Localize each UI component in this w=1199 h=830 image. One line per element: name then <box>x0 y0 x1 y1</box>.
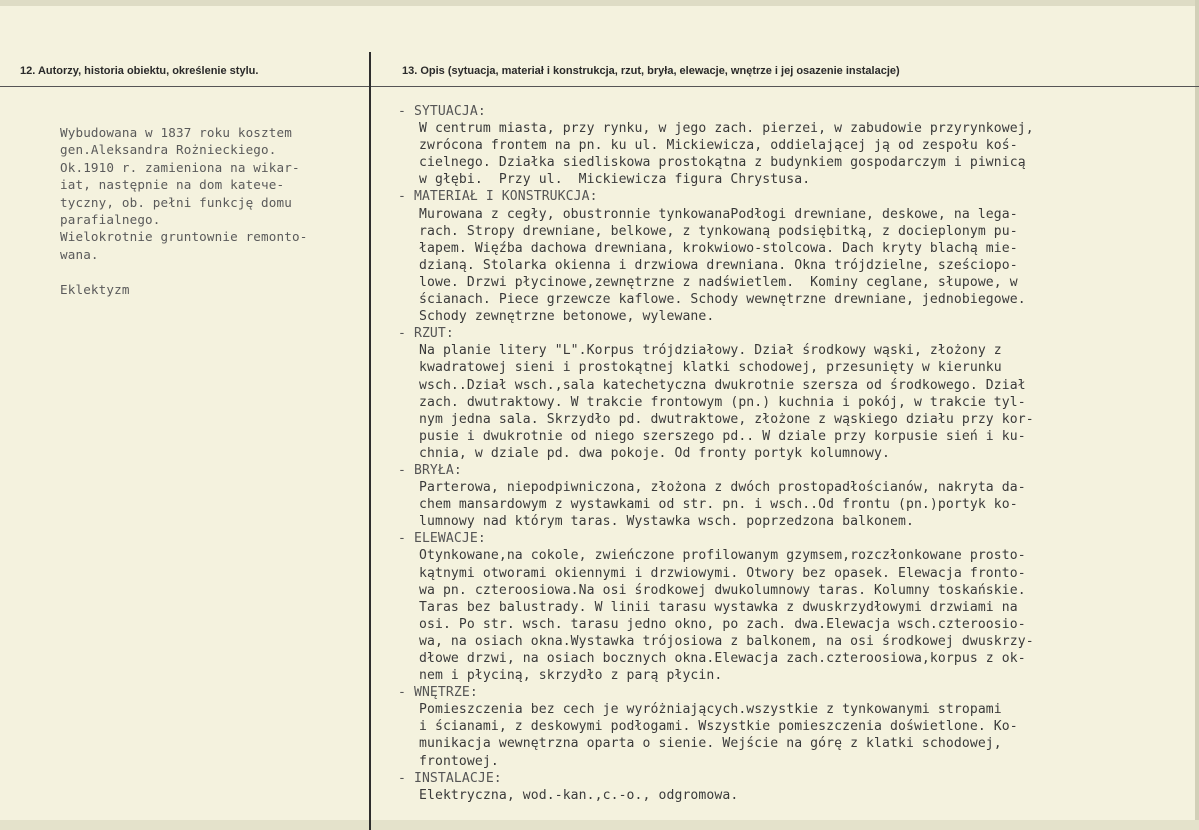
section-text-line: nym jedna sala. Skrzydło pd. dwutraktowe, złożone z wąskiego działu przy kor- <box>419 411 1034 427</box>
section-text-line: zach. dwutraktowy. W trakcie frontowym (pn.) kuchnia i pokój, w trakcie tyl- <box>419 394 1026 410</box>
section-text-line: Parterowa, niepodpiwniczona, złożona z dwóch prostopadłościanów, nakryta da- <box>419 480 1026 496</box>
section-text-line: kątnymi otworami okiennymi i drzwiowymi. Otwory bez opasek. Elewacja fronto- <box>419 565 1026 581</box>
section-text-line: Pomieszczenia bez cech je wyróżniających.wszystkie z tynkowanymi stropami <box>419 702 1002 718</box>
section-text-line: cielnego. Działka siedliskowa prostokątna z budynkiem gospodarczym i piwnicą <box>419 155 1026 171</box>
section-text-line: frontowej. <box>419 753 499 769</box>
section-text-line: munikacja wewnętrzna oparta o sienie. Wejście na górę z klatki schodowej, <box>419 736 1002 752</box>
history-line: Wielokrotnie gruntownie remonto- <box>60 229 308 245</box>
column-divider <box>369 52 371 830</box>
section-heading: - MATERIAŁ I KONSTRUKCJA: <box>398 189 598 205</box>
section-heading: - SYTUACJA: <box>398 104 486 119</box>
description-column <box>398 103 1188 804</box>
section-text-line: lowe. Drzwi płycinowe,zewnętrzne z nadświetlem. Kominy ceglane, słupowe, w <box>419 274 1018 290</box>
paper-edge-right <box>1195 0 1199 830</box>
section-text-line: dłowe drzwi, na osiach bocznych okna.Elewacja zach.czteroosiowa,korpus z ok- <box>419 651 1026 666</box>
section-text-line: w głębi. Przy ul. Mickiewicza figura Chrystusa. <box>419 172 811 188</box>
section-text-line: Taras bez balustrady. W linii tarasu wystawka z dwuskrzydłowymi drzwiami na <box>419 599 1018 615</box>
description-section-header: 13. Opis (sytuacja, materiał i konstrukcja, rzut, bryła, elewacje, wnętrze i jej osazenie instalacje) <box>402 65 900 77</box>
section-text-line: pusie i dwukrotnie od niego szerszego pd.. W dziale przy korpusie sień i ku- <box>419 428 1026 444</box>
section-text-line: Otynkowane,na cokole, zwieńczone profilowanym gzymsem,rozczłonkowane prosto- <box>419 548 1026 564</box>
section-text-line: W centrum miasta, przy rynku, w jego zach. pierzei, w zabudowie przyrynkowej, <box>419 121 1034 137</box>
section-text-line: Elektryczna, wod.-kan.,c.-o., odgromowa. <box>419 787 739 803</box>
history-line: iat, następnie na dom katече- <box>60 177 285 193</box>
section-heading: - WNĘTRZE: <box>398 685 478 701</box>
section-text-line: nem i płyciną, skrzydło z parą płycin. <box>419 668 723 684</box>
section-text-line: chnia, w dziale pd. dwa pokoje. Od fronty portyk kolumnowy. <box>419 445 891 461</box>
section-text-line: i ścianami, z deskowymi podłogami. Wszystkie pomieszczenia doświetlone. Ko- <box>419 719 1018 735</box>
history-column <box>60 124 365 299</box>
section-text-line: Na planie litery "L".Korpus trójdziałowy. Dział środkowy wąski, złożony z <box>419 343 1002 359</box>
history-line: Wybudowana w 1837 roku kosztem <box>60 125 292 140</box>
section-heading: - RZUT: <box>398 326 454 342</box>
section-text-line: łapem. Więźba dachowa drewniana, krokwiowo-stolcowa. Dach kryty blachą mie- <box>419 240 1018 256</box>
paper-edge-top <box>0 0 1199 6</box>
section-text-line: wsch..Dział wsch.,sala katechetyczna dwukrotnie szersza od środkowego. Dział <box>419 377 1026 393</box>
section-heading: - INSTALACJE: <box>398 770 502 786</box>
section-heading: - ELEWACJE: <box>398 531 486 547</box>
history-line: parafialnego. <box>60 212 161 228</box>
section-heading: - BRYŁA: <box>398 462 462 478</box>
section-text-line: kwadratowej sieni i prostokątnej klatki schodowej, przesunięty w kierunku <box>419 360 1002 376</box>
history-line: gen.Aleksandra Rożnieckiego. <box>60 142 277 158</box>
paper-edge-bottom <box>0 820 1199 830</box>
history-line: Ok.1910 r. zamieniona na wikar- <box>60 159 300 175</box>
section-text-line: osi. Po str. wsch. tarasu jedno okno, po zach. dwa.Elewacja wsch.czteroosio- <box>419 616 1026 632</box>
section-text-line: ścianach. Piece grzewcze kaflowe. Schody wewnętrzne drewniane, jednobiegowe. <box>419 292 1026 308</box>
section-text-line: zwrócona frontem na pn. ku ul. Mickiewicza, oddielającej ją od zespołu koś- <box>419 138 1018 154</box>
section-text-line: rach. Stropy drewniane, belkowe, z tynkowaną podsiębitką, z docieplonym pu- <box>419 223 1018 239</box>
section-text-line: wa pn. czteroosiowa.Na osi środkowej dwukolumnowy taras. Kolumny toskańskie. <box>419 582 1026 598</box>
section-text-line: chem mansardowym z wystawkami od str. pn. i wsch..Od frontu (pn.)portyk ko- <box>419 497 1018 513</box>
section-text-line: dzianą. Stolarka okienna i drzwiowa drewniana. Okna trójdzielne, sześciopo- <box>419 257 1018 273</box>
section-text-line: Murowana z cegły, obustronnie tynkowanaPodłogi drewniane, deskowe, na lega- <box>419 206 1018 222</box>
history-section-header: 12. Autorzy, historia obiektu, określenie stylu. <box>20 65 259 77</box>
history-line: tyczny, ob. pełni funkcję domu <box>60 194 292 210</box>
history-line: wana. <box>60 246 99 262</box>
section-text-line: wa, na osiach okna.Wystawka trójosiowa z balkonem, na osi środkowej dwuskrzy- <box>419 633 1034 649</box>
architectural-style: Eklektyzm <box>60 282 130 298</box>
section-text-line: Schody zewnętrzne betonowe, wylewane. <box>419 309 715 325</box>
section-text-line: lumnowy nad którym taras. Wystawka wsch. poprzedzona balkonem. <box>419 514 914 530</box>
header-rule <box>0 86 1199 87</box>
